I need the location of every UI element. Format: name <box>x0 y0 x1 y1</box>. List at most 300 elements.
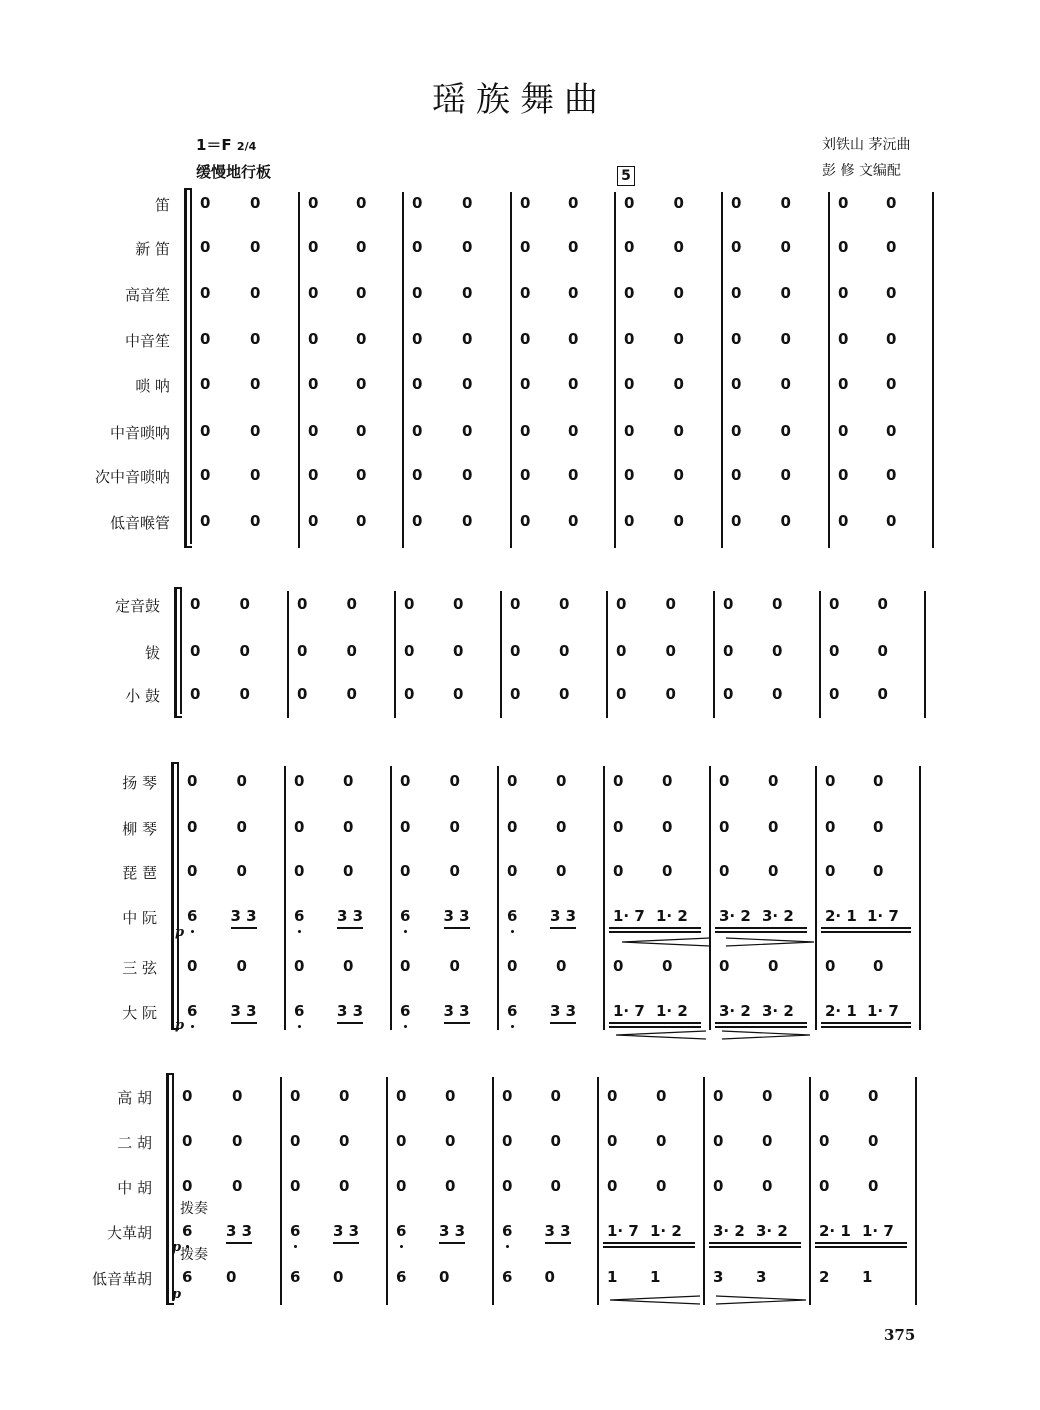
instrument-label: 唢 呐 <box>135 377 170 395</box>
rest-note: 0 <box>404 595 415 613</box>
rest-note: 0 <box>294 818 305 836</box>
rest-note: 0 <box>200 330 211 348</box>
rest-note: 0 <box>624 512 635 530</box>
note-group: 1· 7 <box>613 1002 645 1020</box>
rest-note: 0 <box>356 512 367 530</box>
rest-note: 0 <box>449 957 460 975</box>
rest-note: 0 <box>290 1177 301 1195</box>
rest-note: 0 <box>731 375 742 393</box>
rest-note: 0 <box>502 1132 513 1150</box>
rest-note: 0 <box>762 1087 773 1105</box>
rest-note: 0 <box>873 862 884 880</box>
note-group: 0 <box>333 1268 344 1286</box>
rest-note: 0 <box>236 862 247 880</box>
instrument-label: 柳 琴 <box>122 820 157 838</box>
rest-note: 0 <box>719 862 730 880</box>
rest-note: 0 <box>250 238 261 256</box>
rest-note: 0 <box>250 284 261 302</box>
rest-note: 0 <box>568 238 579 256</box>
rest-note: 0 <box>662 772 673 790</box>
rest-note: 0 <box>200 238 211 256</box>
instrument-label: 次中音唢呐 <box>94 468 170 486</box>
rest-note: 0 <box>507 818 518 836</box>
rest-note: 0 <box>665 642 676 660</box>
instrument-label: 琵 琶 <box>122 864 157 882</box>
dynamic-p: p <box>172 1287 182 1302</box>
rest-note: 0 <box>200 375 211 393</box>
note-group: 6 <box>396 1222 407 1240</box>
rest-note: 0 <box>868 1087 879 1105</box>
note-group: 3 3 <box>333 1222 360 1240</box>
rest-note: 0 <box>396 1087 407 1105</box>
time-signature: 2/4 <box>236 140 257 153</box>
rest-note: 0 <box>294 772 305 790</box>
note-group: 6 <box>294 907 305 925</box>
dynamic-p: p <box>175 1018 185 1033</box>
instrument-label: 大 阮 <box>122 1004 157 1022</box>
rest-note: 0 <box>239 595 250 613</box>
rest-note: 0 <box>356 284 367 302</box>
rest-note: 0 <box>404 642 415 660</box>
rest-note: 0 <box>232 1087 243 1105</box>
rest-note: 0 <box>613 862 624 880</box>
rest-note: 0 <box>190 642 201 660</box>
note-group: 1· 7 <box>867 1002 899 1020</box>
rest-note: 0 <box>559 595 570 613</box>
rest-note: 0 <box>665 685 676 703</box>
instrument-label: 中音笙 <box>124 332 170 350</box>
rest-note: 0 <box>673 466 684 484</box>
rest-note: 0 <box>877 595 888 613</box>
rest-note: 0 <box>236 772 247 790</box>
rest-note: 0 <box>290 1132 301 1150</box>
rest-note: 0 <box>780 422 791 440</box>
rest-note: 0 <box>462 375 473 393</box>
rest-note: 0 <box>396 1132 407 1150</box>
rest-note: 0 <box>819 1087 830 1105</box>
rest-note: 0 <box>825 818 836 836</box>
note-group: 6 <box>502 1222 513 1240</box>
note-group: 0 <box>439 1268 450 1286</box>
rest-note: 0 <box>762 1177 773 1195</box>
instrument-label: 新 笛 <box>135 240 170 258</box>
dynamic-p: p <box>175 925 185 940</box>
rest-note: 0 <box>236 818 247 836</box>
note-group: 1· 7 <box>613 907 645 925</box>
rest-note: 0 <box>673 375 684 393</box>
rest-note: 0 <box>445 1087 456 1105</box>
rest-note: 0 <box>200 466 211 484</box>
decrescendo-hairpin <box>726 938 814 946</box>
rest-note: 0 <box>412 284 423 302</box>
rest-note: 0 <box>250 422 261 440</box>
rest-note: 0 <box>731 512 742 530</box>
rest-note: 0 <box>520 330 531 348</box>
rest-note: 0 <box>886 466 897 484</box>
rest-note: 0 <box>187 862 198 880</box>
rest-note: 0 <box>507 772 518 790</box>
rest-note: 0 <box>568 194 579 212</box>
rest-note: 0 <box>616 642 627 660</box>
rest-note: 0 <box>187 772 198 790</box>
rest-note: 0 <box>232 1177 243 1195</box>
rest-note: 0 <box>520 238 531 256</box>
rest-note: 0 <box>719 957 730 975</box>
rest-note: 0 <box>768 862 779 880</box>
rest-note: 0 <box>768 772 779 790</box>
rest-note: 0 <box>868 1132 879 1150</box>
note-group: 6 <box>400 907 411 925</box>
crescendo-hairpin <box>610 1296 700 1304</box>
rest-note: 0 <box>568 422 579 440</box>
rest-note: 0 <box>886 422 897 440</box>
rest-note: 0 <box>453 642 464 660</box>
instrument-label: 大革胡 <box>106 1224 152 1242</box>
instrument-label: 中 阮 <box>122 909 157 927</box>
rest-note: 0 <box>673 284 684 302</box>
rest-note: 0 <box>616 595 627 613</box>
instrument-label: 二 胡 <box>117 1134 152 1152</box>
rest-note: 0 <box>838 194 849 212</box>
rest-note: 0 <box>556 818 567 836</box>
rest-note: 0 <box>200 512 211 530</box>
rest-note: 0 <box>838 238 849 256</box>
rest-note: 0 <box>825 862 836 880</box>
rest-note: 0 <box>308 284 319 302</box>
page-title: 瑶族舞曲 <box>432 80 608 120</box>
rest-note: 0 <box>400 957 411 975</box>
note-group: 3 3 <box>544 1222 571 1240</box>
rest-note: 0 <box>556 862 567 880</box>
instrument-label: 低音革胡 <box>91 1270 152 1288</box>
rest-note: 0 <box>308 375 319 393</box>
rest-note: 0 <box>462 284 473 302</box>
note-group: 3 3 <box>443 1002 470 1020</box>
rest-note: 0 <box>462 422 473 440</box>
rest-note: 0 <box>510 642 521 660</box>
rest-note: 0 <box>520 422 531 440</box>
note-group: 6 <box>187 1002 198 1020</box>
rest-note: 0 <box>356 466 367 484</box>
rehearsal-mark: 5 <box>617 166 635 186</box>
rest-note: 0 <box>449 772 460 790</box>
rest-note: 0 <box>250 194 261 212</box>
note-group: 6 <box>396 1268 407 1286</box>
note-group: 2· 1 <box>825 907 857 925</box>
rest-note: 0 <box>190 595 201 613</box>
rest-note: 0 <box>250 375 261 393</box>
rest-note: 0 <box>400 772 411 790</box>
rest-note: 0 <box>239 642 250 660</box>
rest-note: 0 <box>731 422 742 440</box>
rest-note: 0 <box>308 466 319 484</box>
rest-note: 0 <box>297 595 308 613</box>
instrument-label: 钹 <box>144 644 160 662</box>
rest-note: 0 <box>673 422 684 440</box>
rest-note: 0 <box>356 330 367 348</box>
rest-note: 0 <box>877 685 888 703</box>
rest-note: 0 <box>510 595 521 613</box>
rest-note: 0 <box>673 512 684 530</box>
rest-note: 0 <box>182 1132 193 1150</box>
note-group: 3 3 <box>550 1002 577 1020</box>
note-group: 3· 2 <box>762 1002 794 1020</box>
rest-note: 0 <box>290 1087 301 1105</box>
rest-note: 0 <box>886 238 897 256</box>
note-group: 3· 2 <box>719 907 751 925</box>
page-number: 375 <box>884 1326 916 1344</box>
rest-note: 0 <box>731 330 742 348</box>
rest-note: 0 <box>297 642 308 660</box>
rest-note: 0 <box>780 330 791 348</box>
rest-note: 0 <box>624 466 635 484</box>
rest-note: 0 <box>731 466 742 484</box>
rest-note: 0 <box>507 862 518 880</box>
note-group: 1 <box>862 1268 873 1286</box>
rest-note: 0 <box>339 1087 350 1105</box>
rest-note: 0 <box>356 194 367 212</box>
rest-note: 0 <box>297 685 308 703</box>
note-group: 3 3 <box>230 907 257 925</box>
rest-note: 0 <box>568 284 579 302</box>
note-group: 3 3 <box>226 1222 253 1240</box>
rest-note: 0 <box>412 238 423 256</box>
rest-note: 0 <box>356 422 367 440</box>
rest-note: 0 <box>343 772 354 790</box>
rest-note: 0 <box>412 194 423 212</box>
note-group: 6 <box>182 1268 193 1286</box>
composer-credit: 刘铁山 茅沅曲 <box>822 137 911 153</box>
rest-note: 0 <box>780 238 791 256</box>
rest-note: 0 <box>462 330 473 348</box>
note-group: 1· 2 <box>656 1002 688 1020</box>
rest-note: 0 <box>723 642 734 660</box>
rest-note: 0 <box>445 1177 456 1195</box>
rest-note: 0 <box>607 1132 618 1150</box>
rest-note: 0 <box>343 862 354 880</box>
instrument-label: 高音笙 <box>124 286 170 304</box>
rest-note: 0 <box>819 1177 830 1195</box>
rest-note: 0 <box>772 642 783 660</box>
rest-note: 0 <box>412 422 423 440</box>
rest-note: 0 <box>400 818 411 836</box>
rest-note: 0 <box>873 957 884 975</box>
instrument-label: 中音唢呐 <box>109 424 170 442</box>
rest-note: 0 <box>556 772 567 790</box>
rest-note: 0 <box>412 512 423 530</box>
rest-note: 0 <box>462 512 473 530</box>
instrument-label: 扬 琴 <box>122 774 157 792</box>
note-group: 3 3 <box>337 907 364 925</box>
rest-note: 0 <box>607 1087 618 1105</box>
rest-note: 0 <box>400 862 411 880</box>
rest-note: 0 <box>873 818 884 836</box>
rest-note: 0 <box>780 375 791 393</box>
rest-note: 0 <box>556 957 567 975</box>
tempo-marking: 缓慢地行板 <box>196 163 272 181</box>
rest-note: 0 <box>772 685 783 703</box>
rest-note: 0 <box>294 862 305 880</box>
rest-note: 0 <box>294 957 305 975</box>
rest-note: 0 <box>445 1132 456 1150</box>
rest-note: 0 <box>449 818 460 836</box>
rest-note: 0 <box>723 685 734 703</box>
rest-note: 0 <box>877 642 888 660</box>
rest-note: 0 <box>768 957 779 975</box>
rest-note: 0 <box>520 284 531 302</box>
note-group: 0 <box>226 1268 237 1286</box>
rest-note: 0 <box>250 466 261 484</box>
rest-note: 0 <box>520 512 531 530</box>
rest-note: 0 <box>502 1087 513 1105</box>
rest-note: 0 <box>613 772 624 790</box>
rest-note: 0 <box>190 685 201 703</box>
note-group: 1· 2 <box>650 1222 682 1240</box>
rest-note: 0 <box>838 284 849 302</box>
rest-note: 0 <box>829 685 840 703</box>
rest-note: 0 <box>568 466 579 484</box>
note-group: 6 <box>294 1002 305 1020</box>
rest-note: 0 <box>412 466 423 484</box>
note-group: 2 <box>819 1268 830 1286</box>
rest-note: 0 <box>308 330 319 348</box>
rest-note: 0 <box>829 642 840 660</box>
rest-note: 0 <box>825 957 836 975</box>
rest-note: 0 <box>662 862 673 880</box>
rest-note: 0 <box>780 194 791 212</box>
note-group: 6 <box>290 1222 301 1240</box>
note-group: 1· 7 <box>862 1222 894 1240</box>
note-group: 6 <box>502 1268 513 1286</box>
rest-note: 0 <box>346 642 357 660</box>
rest-note: 0 <box>200 422 211 440</box>
rest-note: 0 <box>731 284 742 302</box>
rest-note: 0 <box>239 685 250 703</box>
rest-note: 0 <box>838 466 849 484</box>
note-group: 3· 2 <box>719 1002 751 1020</box>
rest-note: 0 <box>762 1132 773 1150</box>
rest-note: 0 <box>825 772 836 790</box>
rest-note: 0 <box>453 595 464 613</box>
crescendo-hairpin <box>622 938 710 946</box>
rest-note: 0 <box>768 818 779 836</box>
rest-note: 0 <box>510 685 521 703</box>
note-group: 6 <box>507 1002 518 1020</box>
rest-note: 0 <box>250 512 261 530</box>
rest-note: 0 <box>343 957 354 975</box>
rest-note: 0 <box>236 957 247 975</box>
rest-note: 0 <box>780 466 791 484</box>
rest-note: 0 <box>613 957 624 975</box>
rest-note: 0 <box>412 330 423 348</box>
rest-note: 0 <box>462 466 473 484</box>
rest-note: 0 <box>559 685 570 703</box>
rest-note: 0 <box>731 238 742 256</box>
instrument-label: 低音喉管 <box>109 514 170 532</box>
rest-note: 0 <box>886 284 897 302</box>
rest-note: 0 <box>613 818 624 836</box>
rest-note: 0 <box>453 685 464 703</box>
rest-note: 0 <box>339 1177 350 1195</box>
rest-note: 0 <box>200 284 211 302</box>
note-group: 3 3 <box>439 1222 466 1240</box>
rest-note: 0 <box>616 685 627 703</box>
rest-note: 0 <box>713 1087 724 1105</box>
rest-note: 0 <box>232 1132 243 1150</box>
note-group: 6 <box>182 1222 193 1240</box>
crescendo-hairpin <box>616 1031 706 1039</box>
rest-note: 0 <box>550 1132 561 1150</box>
rest-note: 0 <box>624 330 635 348</box>
note-group: 6 <box>187 907 198 925</box>
rest-note: 0 <box>723 595 734 613</box>
rest-note: 0 <box>568 375 579 393</box>
note-group: 3· 2 <box>762 907 794 925</box>
arranger-credit: 彭 修 文编配 <box>822 163 901 179</box>
note-group: 1· 7 <box>867 907 899 925</box>
technique-pizzicato: 拨奏 <box>180 1247 208 1263</box>
rest-note: 0 <box>182 1087 193 1105</box>
rest-note: 0 <box>665 595 676 613</box>
rest-note: 0 <box>624 284 635 302</box>
instrument-label: 高 胡 <box>117 1089 152 1107</box>
rest-note: 0 <box>624 194 635 212</box>
rest-note: 0 <box>656 1177 667 1195</box>
note-group: 1· 7 <box>607 1222 639 1240</box>
instrument-label: 中 胡 <box>117 1179 152 1197</box>
rest-note: 0 <box>250 330 261 348</box>
instrument-label: 小 鼓 <box>125 687 160 705</box>
rest-note: 0 <box>346 595 357 613</box>
note-group: 2· 1 <box>819 1222 851 1240</box>
rest-note: 0 <box>624 375 635 393</box>
rest-note: 0 <box>339 1132 350 1150</box>
rest-note: 0 <box>308 238 319 256</box>
rest-note: 0 <box>449 862 460 880</box>
rest-note: 0 <box>462 194 473 212</box>
note-group: 1 <box>650 1268 661 1286</box>
rest-note: 0 <box>886 375 897 393</box>
rest-note: 0 <box>838 375 849 393</box>
rest-note: 0 <box>356 375 367 393</box>
note-group: 2· 1 <box>825 1002 857 1020</box>
rest-note: 0 <box>520 375 531 393</box>
dynamic-p: p <box>172 1240 182 1255</box>
rest-note: 0 <box>559 642 570 660</box>
decrescendo-hairpin <box>722 1031 810 1039</box>
instrument-label: 笛 <box>154 196 170 214</box>
rest-note: 0 <box>568 512 579 530</box>
rest-note: 0 <box>713 1177 724 1195</box>
rest-note: 0 <box>404 685 415 703</box>
rest-note: 0 <box>356 238 367 256</box>
rest-note: 0 <box>568 330 579 348</box>
note-group: 3 3 <box>443 907 470 925</box>
rest-note: 0 <box>719 818 730 836</box>
rest-note: 0 <box>719 772 730 790</box>
rest-note: 0 <box>507 957 518 975</box>
note-group: 3 <box>756 1268 767 1286</box>
note-group: 6 <box>507 907 518 925</box>
rest-note: 0 <box>520 194 531 212</box>
rest-note: 0 <box>346 685 357 703</box>
rest-note: 0 <box>200 194 211 212</box>
rest-note: 0 <box>462 238 473 256</box>
rest-note: 0 <box>838 422 849 440</box>
rest-note: 0 <box>780 512 791 530</box>
rest-note: 0 <box>662 818 673 836</box>
rest-note: 0 <box>182 1177 193 1195</box>
